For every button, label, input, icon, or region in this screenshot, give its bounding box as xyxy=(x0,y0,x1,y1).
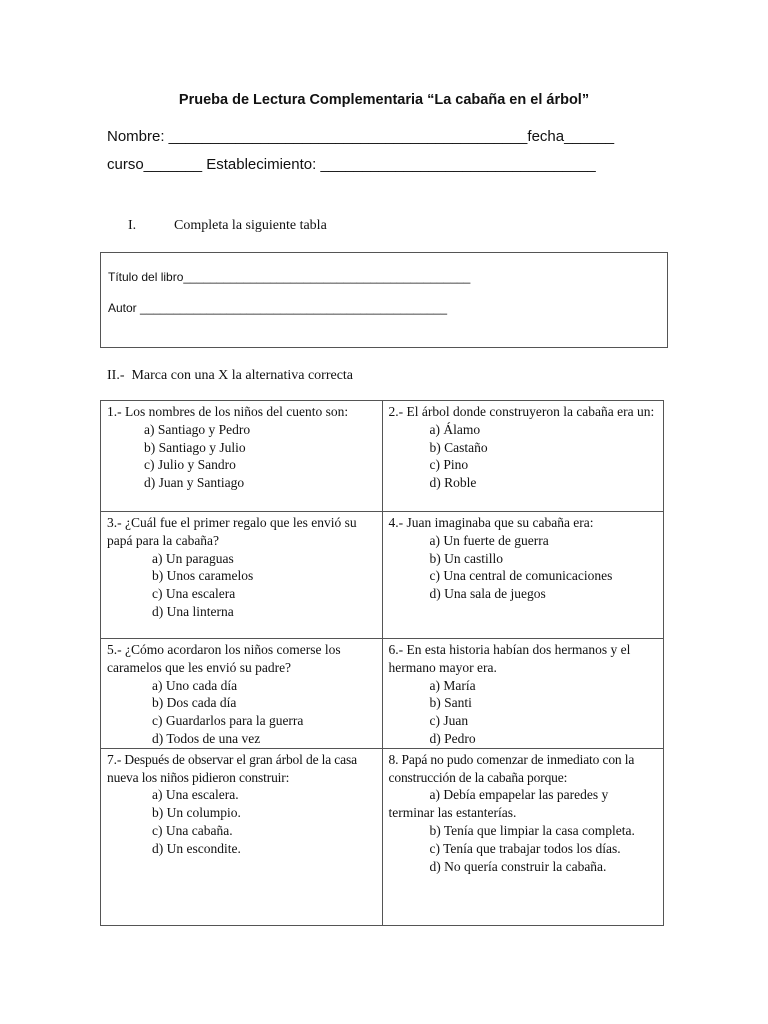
option-b: b) Tenía que limpiar la casa completa. xyxy=(429,822,635,838)
option-b: b) Santiago y Julio xyxy=(144,439,246,455)
book-title-line: Título del libro___________________________________________ xyxy=(108,270,471,284)
question-text: 6.- En esta historia habían dos hermanos y el hermano mayor era. xyxy=(388,642,631,675)
option-a: a) Una escalera. xyxy=(152,787,239,803)
option-d: d) No quería construir la cabaña. xyxy=(429,858,607,874)
question-cell-3 xyxy=(101,512,383,639)
question-cell-4 xyxy=(382,512,664,639)
option-a: a) Un fuerte de guerra xyxy=(429,532,549,548)
page-title: Prueba de Lectura Complementaria “La cabaña en el árbol” xyxy=(178,92,590,108)
table-row xyxy=(101,401,664,512)
option-d: d) Juan y Santiago xyxy=(144,475,245,491)
question-text: 4.- Juan imaginaba que su cabaña era: xyxy=(388,515,594,530)
book-author-line: Autor ______________________________________________ xyxy=(108,301,448,315)
question-text: 1.- Los nombres de los niños del cuento son: xyxy=(107,404,349,419)
curso-establecimiento-line: curso_______ Establecimiento: _________________________________ xyxy=(107,156,596,173)
option-d: d) Una sala de juegos xyxy=(429,586,546,602)
option-a: a) Uno cada día xyxy=(152,677,238,693)
option-a: a) Debía empapelar las paredes y terminar las estanterías. xyxy=(388,787,609,821)
table-row xyxy=(101,748,664,925)
option-c: c) Pino xyxy=(429,457,469,473)
question-text: 3.- ¿Cuál fue el primer regalo que les envió su papá para la cabaña? xyxy=(107,515,357,548)
option-c: c) Tenía que trabajar todos los días. xyxy=(429,840,621,856)
question-cell-6 xyxy=(382,639,664,749)
section-2-instruction: II.- Marca con una X la alternativa correcta xyxy=(107,368,354,383)
option-d: d) Roble xyxy=(429,475,477,491)
option-c: c) Una cabaña. xyxy=(152,822,233,838)
option-b: b) Un castillo xyxy=(429,550,503,566)
option-a: a) María xyxy=(429,677,476,693)
question-text: 7.- Después de observar el gran árbol de la casa nueva los niños pidieron construir: xyxy=(107,751,357,785)
section-1-instruction: Completa la siguiente tabla xyxy=(174,218,327,233)
questions-table xyxy=(100,400,664,926)
option-c: c) Juan xyxy=(429,713,469,729)
nombre-fecha-line: Nombre: ___________________________________________fecha______ xyxy=(107,128,615,145)
question-cell-5 xyxy=(101,639,383,749)
option-d: d) Un escondite. xyxy=(152,840,241,856)
question-cell-8 xyxy=(382,748,664,925)
option-c: c) Una escalera xyxy=(152,586,236,602)
option-a: a) Álamo xyxy=(429,421,481,437)
table-row xyxy=(101,512,664,639)
option-b: b) Castaño xyxy=(429,439,488,455)
option-b: b) Dos cada día xyxy=(152,695,237,711)
question-cell-2 xyxy=(382,401,664,512)
option-b: b) Unos caramelos xyxy=(152,568,254,584)
option-b: b) Un columpio. xyxy=(152,805,241,821)
question-cell-1 xyxy=(101,401,383,512)
question-cell-7 xyxy=(101,748,383,925)
book-info-box xyxy=(100,252,668,348)
table-row xyxy=(101,639,664,749)
option-c: c) Julio y Sandro xyxy=(144,457,236,473)
question-text: 5.- ¿Cómo acordaron los niños comerse los caramelos que les envió su padre? xyxy=(107,642,341,675)
option-b: b) Santi xyxy=(429,695,472,711)
option-a: a) Santiago y Pedro xyxy=(144,421,251,437)
option-c: c) Una central de comunicaciones xyxy=(429,568,613,584)
section-1-number: I. xyxy=(128,218,137,233)
question-text: 8. Papá no pudo comenzar de inmediato con la construcción de la cabaña porque: xyxy=(388,751,635,785)
option-d: d) Todos de una vez xyxy=(152,730,261,746)
option-d: d) Una linterna xyxy=(152,603,234,619)
option-d: d) Pedro xyxy=(429,730,476,746)
option-c: c) Guardarlos para la guerra xyxy=(152,713,304,729)
question-text: 2.- El árbol donde construyeron la cabaña era un: xyxy=(388,404,655,419)
option-a: a) Un paraguas xyxy=(152,550,234,566)
